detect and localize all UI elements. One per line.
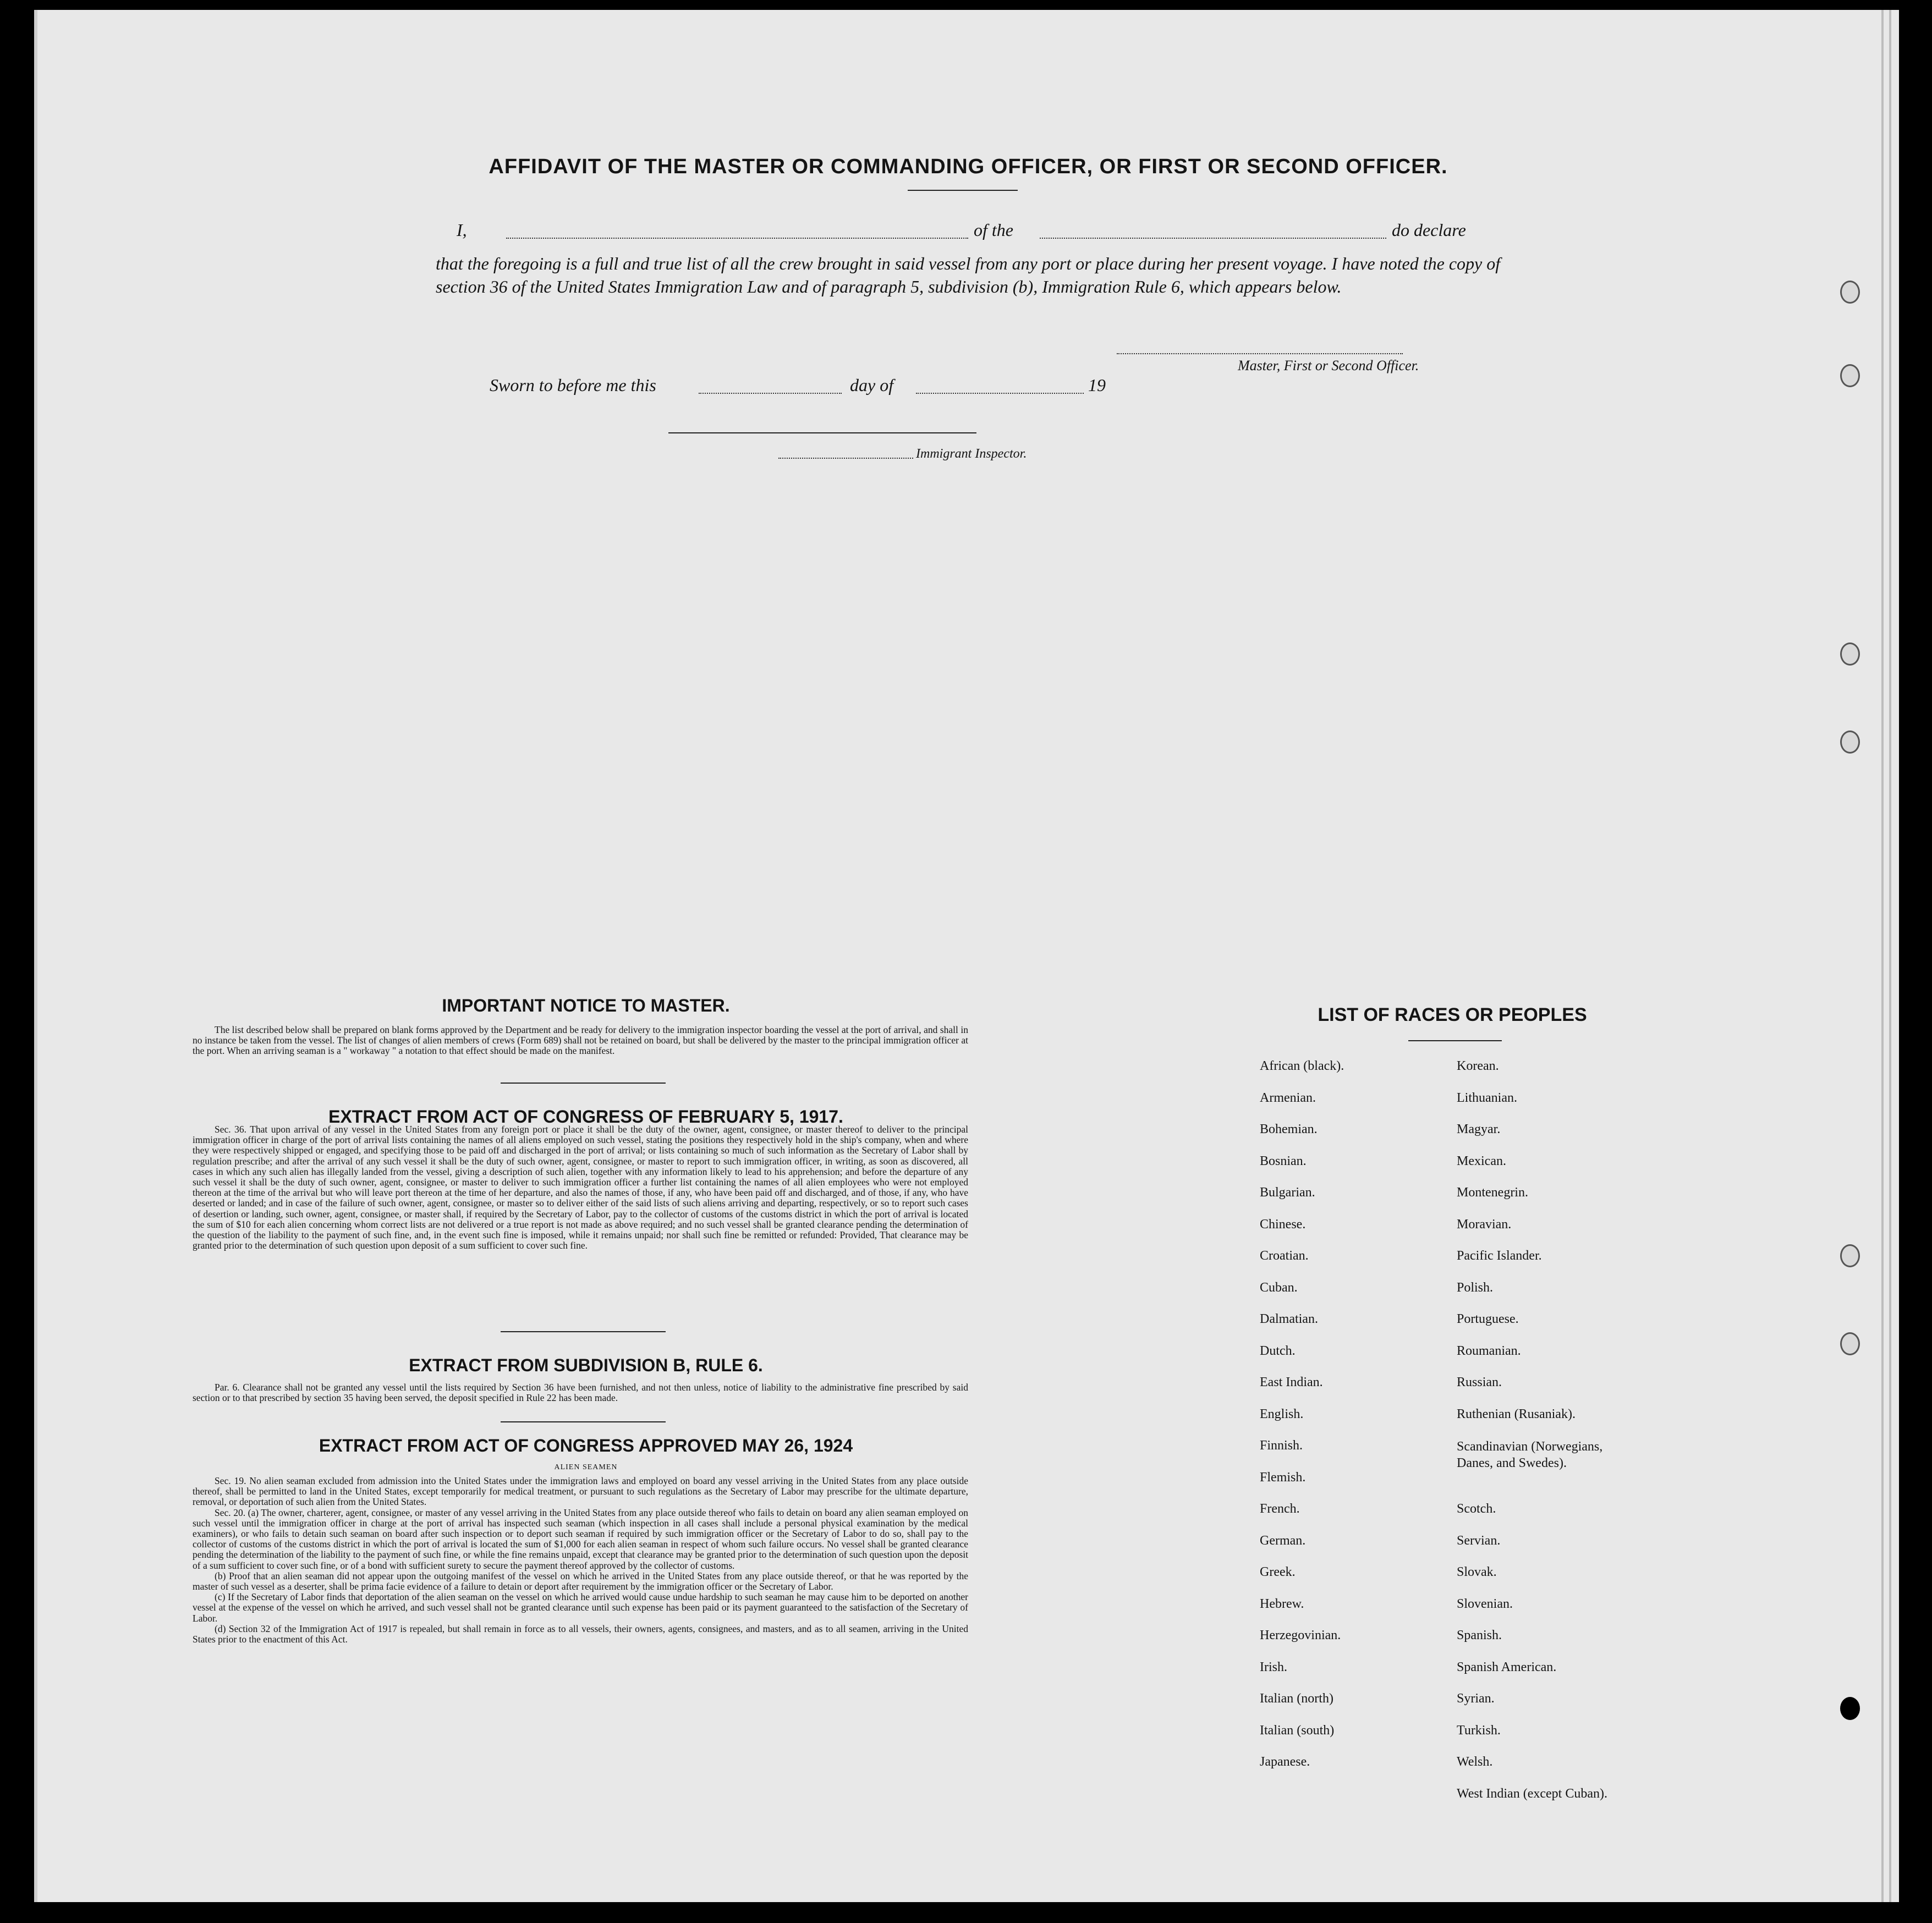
name-blank [506,238,968,239]
race-item: Dutch. [1260,1343,1296,1358]
race-item: Russian. [1457,1375,1502,1389]
signature-caption: Master, First or Second Officer. [1238,358,1419,373]
race-item: Bosnian. [1260,1153,1307,1168]
race-item-spacer [1457,1491,1638,1502]
race-item: Dalmatian. [1260,1312,1318,1326]
race-item: Pacific Islander. [1457,1249,1542,1263]
race-item: West Indian (except Cuban). [1457,1786,1607,1801]
race-item: Flemish. [1260,1470,1306,1485]
race-item: Cuban. [1260,1280,1298,1295]
race-item: English. [1260,1406,1304,1421]
title-underline [908,190,1018,191]
inspector-dotline [778,458,913,459]
binder-hole [1840,1332,1860,1355]
day-of-label: day of [850,375,894,395]
binder-hole [1840,281,1860,304]
extract-1924-title: EXTRACT FROM ACT OF CONGRESS APPROVED MAY 26, 1924 [319,1436,853,1455]
sec-20d-paragraph: (d) Section 32 of the Immigration Act of 1917 is repealed, but shall remain in force as to all vessels, their owners, agents, consignees, and masters, and as to all seamen, arriving in the United States prior to the enactment of this Act. [193,1623,968,1645]
sec-19-paragraph: Sec. 19. No alien seaman excluded from admission into the United States under the immigration laws and employed on board any vessel arriving in the United States from any place outside thereof, shall be permitted to land in the United States, except temporarily for medical treatment, or pursuant to such regulations as the Secretary of Labor may prescribe for the ultimate departure, removal, or deportation of such alien from the United States. [193,1475,968,1508]
year-prefix: 19 [1088,375,1106,395]
race-item: Korean. [1457,1059,1499,1073]
rule6-text [193,1382,968,1403]
race-item: Syrian. [1457,1691,1495,1706]
extract-1924-text [193,1476,968,1645]
race-item: Servian. [1457,1533,1501,1548]
races-right-column [1457,1059,1638,1818]
races-title: LIST OF RACES OR PEOPLES [1318,1004,1587,1025]
section-36-paragraph: Sec. 36. That upon arrival of any vessel in the United States from any foreign port or place it shall be the duty of the owner, agent, consignee, or master thereof to deliver to the principal immigration officer in charge of the port of arrival lists containing the names of all aliens employed on such vessel, stating the positions they respectively hold in the ship's company, when and where they were respectively shipped or engaged, and specifying those to be paid off and discharged in the port of arrival; or lists containing so much of such information as the Secretary of Labor shall by regulation prescribe; and after the arrival of any such vessel it shall be the duty of such owner, agent, consignee, or master to report to such immigration officer, in writing, as soon as discovered, all cases in which any such alien has illegally landed from the vessel, giving a description of such alien, together with any information likely to lead to his apprehension; and before the departure of any such vessel it shall be the duty of such owner, agent, consignee, or master to deliver to such immigration officer a further list containing the names of all alien employees who were not employed thereon at the time of the arrival but who will leave port thereon at the time of her departure, and also the names of those, if any, who have been paid off and discharged, and of those, if any, who have deserted or landed; and in case of the failure of such owner, agent, consignee, or master so to deliver either of the said lists of such aliens arriving and departing, respectively, or so to report such cases of desertion or landing, such owner, agent, consignee, or master shall, if required by the Secretary of Labor, pay to the collector of customs of the customs district in which the port of arrival is located the sum of $10 for each alien concerning whom correct lists are not delivered or a true report is not made as above required; and no such vessel shall be granted clearance pending the determination of the question of the liability to the payment of such fine, and, in the event such fine is imposed, while it remains unpaid; nor shall such fine be remitted or refunded: Provided, That clearance may be granted prior to the determination of such question upon deposit of a sum sufficient to cover such fine. [193,1124,968,1251]
inspector-caption: Immigrant Inspector. [916,447,1027,461]
binder-hole [1840,642,1860,666]
extract-1917-text [193,1124,968,1251]
sec-20b-paragraph: (b) Proof that an alien seaman did not appear upon the outgoing manifest of the vessel on which he arrived in the United States from any place outside thereof, or that he was reported by the master of such vessel as a deserter, shall be prima facie evidence of a failure to detain or deport after requirement by the immigration officer or the Secretary of Labor. [193,1570,968,1592]
race-item: Mexican. [1457,1153,1506,1168]
race-item: Scotch. [1457,1502,1496,1516]
race-item: Roumanian. [1457,1343,1521,1358]
race-item: Irish. [1260,1660,1287,1674]
affidavit-of-the: of the [974,220,1013,240]
race-item: Spanish. [1457,1628,1502,1642]
race-item: Moravian. [1457,1217,1512,1232]
rule6-title: EXTRACT FROM SUBDIVISION B, RULE 6. [409,1355,763,1375]
race-item: Bulgarian. [1260,1185,1315,1200]
sec-20c-paragraph: (c) If the Secretary of Labor finds that deportation of the alien seaman on the vessel on which he arrived would cause undue hardship to such seaman he may cause him to be deported on another vessel at the expense of the vessel on which he arrived, and such vessel shall not be granted clearance until such expense has been paid or its payment guaranteed to the satisfaction of the Secretary of Labor. [193,1591,968,1624]
race-item: Slovenian. [1457,1596,1513,1611]
race-item: Montenegrin. [1457,1185,1528,1200]
sec-20a-paragraph: Sec. 20. (a) The owner, charterer, agent, consignee, or master of any vessel arriving in the United States from any place outside thereof who fails to detain on board any alien seaman employed on such vessel until the immigration officer in charge at the port of arrival has inspected such seaman (which inspection in all cases shall include a personal physical examination by the medical examiners), or who fails to detain such seaman on board after such inspection or to deport such seaman if required by such immigration officer or the Secretary of Labor to do so, shall pay to the collector of customs of the customs district in which the port of arrival is located the sum of $1,000 for each alien seaman in respect of whom such failure occurs. No vessel shall be granted clearance pending the determination of the liability to the payment of such fine, or while the fine remains unpaid, except that clearance may be granted prior to the determination of such question upon the deposit of a sum sufficient to cover such fine, or of a bond with sufficient surety to secure the payment thereof approved by the collector of customs. [193,1507,968,1571]
page-edge [1881,10,1884,1902]
page-edge [1889,10,1891,1902]
race-item: Finnish. [1260,1438,1303,1453]
race-item: Armenian. [1260,1090,1316,1105]
race-item: Hebrew. [1260,1596,1304,1611]
races-divider [1408,1040,1502,1041]
binder-hole [1840,364,1860,387]
sworn-day-blank [699,393,842,394]
signature-line [1117,353,1403,354]
race-item: Lithuanian. [1457,1090,1517,1105]
extract-1917-title: EXTRACT FROM ACT OF CONGRESS OF FEBRUARY 5, 1917. [328,1107,843,1127]
rule6-paragraph: Par. 6. Clearance shall not be granted any vessel until the lists required by Section 36 have been furnished, and not then unless, notice of liability to the administrative fine prescribed by said section or to that prescribed by section 35 having been served, the deposit specified in Rule 22 has been made. [193,1382,968,1404]
race-item: Portuguese. [1457,1312,1519,1326]
race-item: African (black). [1260,1059,1344,1073]
race-item: Croatian. [1260,1249,1309,1263]
affidavit-do-declare: do declare [1392,220,1466,240]
rule6-divider [501,1421,666,1422]
race-item: Italian (north) [1260,1691,1333,1706]
affidavit-body: that the foregoing is a full and true list of all the crew brought in said vessel from any port or place during her present voyage. I have noted the copy of section 36 of the United States Immigration Law and of paragraph 5, subdivision (b), Immigration Rule 6, which appears below. [436,254,1501,296]
race-item: Turkish. [1457,1723,1501,1738]
affidavit-i-label: I, [457,220,467,240]
race-item: Japanese. [1260,1755,1310,1769]
binder-hole [1840,1244,1860,1267]
race-item: East Indian. [1260,1375,1323,1389]
vessel-blank [1040,238,1386,239]
affidavit-title: AFFIDAVIT OF THE MASTER OR COMMANDING OFFICER, OR FIRST OR SECOND OFFICER. [489,155,1448,178]
race-item: Spanish American. [1457,1660,1557,1674]
race-item: German. [1260,1533,1306,1548]
notice-text [193,1025,968,1057]
alien-seamen-subtitle: ALIEN SEAMEN [554,1463,618,1471]
race-item: Chinese. [1260,1217,1306,1232]
notice-divider [501,1083,666,1084]
race-item: Welsh. [1457,1755,1493,1769]
inspector-signature-line [668,432,976,433]
race-item: Herzegovinian. [1260,1628,1341,1642]
binder-hole [1840,1697,1860,1720]
race-item: Scandinavian (Norwegians, Danes, and Swedes). [1457,1439,1603,1470]
sworn-label: Sworn to before me this [490,375,656,395]
race-item: Italian (south) [1260,1723,1335,1738]
sworn-month-blank [916,393,1084,394]
notice-paragraph: The list described below shall be prepared on blank forms approved by the Department and be ready for delivery to the immigration inspector boarding the vessel at the port of arrival, and shall in no instance be taken from the vessel. The list of changes of alien members of crews (Form 689) shall not be retained on board, but shall be delivered by the master to the principal immigration officer at the port. When an arriving seaman is a " workaway " a notation to that effect should be made on the manifest. [193,1024,968,1057]
race-item: Slovak. [1457,1565,1497,1579]
extract-1917-divider [501,1331,666,1332]
race-item: Greek. [1260,1565,1296,1579]
notice-title: IMPORTANT NOTICE TO MASTER. [442,996,730,1015]
races-left-column [1260,1059,1344,1787]
race-item: French. [1260,1502,1300,1516]
binder-hole [1840,730,1860,754]
race-item: Bohemian. [1260,1122,1318,1136]
race-item: Polish. [1457,1280,1494,1295]
race-item: Ruthenian (Rusaniak). [1457,1406,1576,1421]
race-item: Magyar. [1457,1122,1501,1136]
